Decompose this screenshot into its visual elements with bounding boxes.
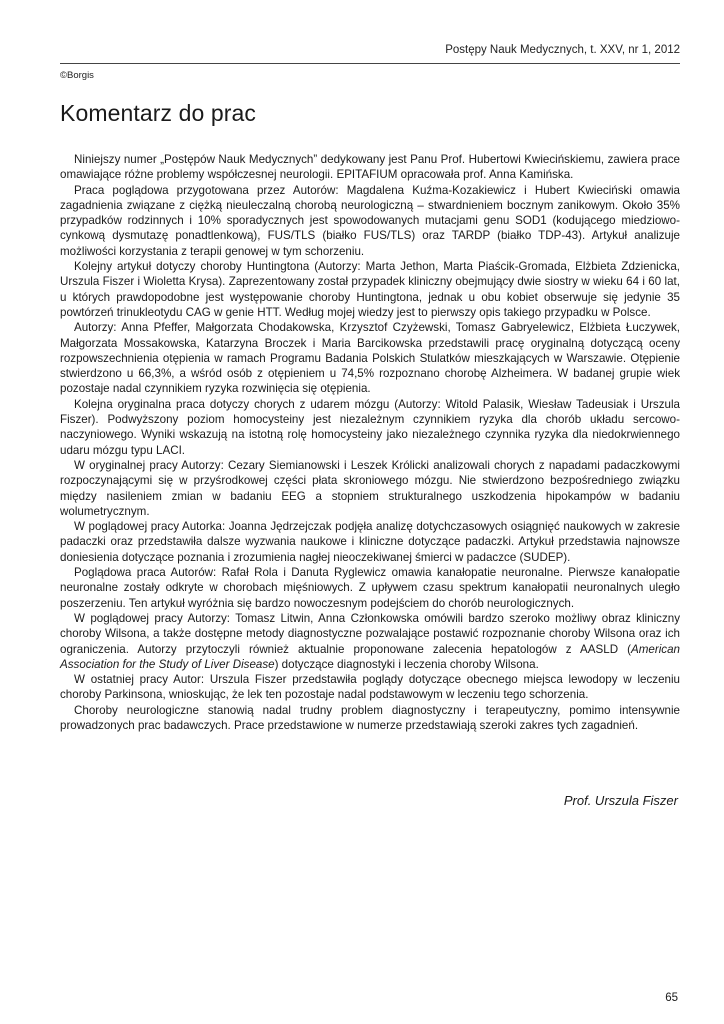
publisher-mark: ©Borgis (60, 70, 94, 81)
paragraph: Niniejszy numer „Postępów Nauk Medycznych” dedykowany jest Panu Prof. Hubertowi Kwiecińskiemu, zawiera prace omawiające różne problemy współczesnej neurologii. EPITAFIUM opracowała prof. Anna Kamińska. (60, 153, 680, 182)
paragraph: W ostatniej pracy Autor: Urszula Fiszer przedstawiła poglądy dotyczące obecnego miejsca lewodopy w leczeniu choroby Parkinsona, wnioskując, że lek ten pozostaje nadal podstawowym w leczeniu tego schorzenia. (60, 673, 680, 702)
paragraph-text: W poglądowej pracy Autorzy: Tomasz Litwin, Anna Członkowska omówili bardzo szeroko możliwy obraz kliniczny choroby Wilsona, a także dostępne metody diagnostyczne pozwalające postawić rozpoznanie choroby Wilsona oraz ich ograniczenia. Autorzy przytoczyli również aktualnie proponowane zalecenia hepatologów z AASLD ( (60, 611, 680, 656)
page-number: 65 (665, 992, 678, 1004)
running-head: Postępy Nauk Medycznych, t. XXV, nr 1, 2012 (445, 44, 680, 56)
paragraph: Choroby neurologiczne stanowią nadal trudny problem diagnostyczny i terapeutyczny, pomimo intensywnie prowadzonych prac badawczych. Prace przedstawione w numerze przedstawiają szeroki zakres tych zagadnień. (60, 703, 680, 732)
header-rule (60, 63, 680, 64)
article-title: Komentarz do prac (60, 100, 257, 126)
paragraph: Kolejna oryginalna praca dotyczy chorych z udarem mózgu (Autorzy: Witold Palasik, Wiesław Tadeusiak i Urszula Fiszer). Podwyższony poziom homocysteiny jest niezależnym czynnikiem ryzyka dla chorób układu sercowo-naczyniowego. Wyniki wskazują na istotną rolę homocysteiny jako niezależnego czynnika ryzyka dla niedokrwiennego udaru mózgu typu LACI. (60, 397, 680, 457)
article-body (60, 152, 680, 733)
paragraph: Poglądowa praca Autorów: Rafał Rola i Danuta Ryglewicz omawia kanałopatie neuronalne. Pierwsze kanałopatie neuronalne zostały odkryte w chorobach mięśniowych. Z upływem czasu spektrum kanałopatii neuronalnych uległo poszerzeniu. Ten artykuł wyróżnia się bardzo nowoczesnym podejściem do chorób neurologicznych. (60, 566, 680, 610)
paragraph: Kolejny artykuł dotyczy choroby Huntingtona (Autorzy: Marta Jethon, Marta Piaścik-Gromada, Elżbieta Zdzienicka, Urszula Fiszer i Wioletta Krysa). Zaprezentowany został przypadek kliniczny obejmujący dwie siostry w wieku 64 i 60 lat, u których prawdopodobne jest występowanie choroby Huntingtona, jednak u obu kobiet obserwuje się jedynie 35 powtórzeń trinukleotydu CAG w genie HTT. Według mojej wiedzy jest to pierwszy opis takiego przypadku w Polsce. (60, 260, 680, 319)
author-signature: Prof. Urszula Fiszer (563, 793, 678, 808)
italic-term: American Association for the Study of Liver Disease (60, 642, 680, 671)
paragraph: Autorzy: Anna Pfeffer, Małgorzata Chodakowska, Krzysztof Czyżewski, Tomasz Gabryelewicz, Elżbieta Łuczywek, Małgorzata Mossakowska, Katarzyna Broczek i Maria Barcikowska przedstawili pracę oryginalną dotyczącą oceny rozpowszechnienia otępienia w ramach Programu Badania Polskich Stulatków mieszkających w Warszawie. Otępienie stwierdzono u 66,3%, a wśród osób z otępieniem u 74,5% rozpoznano chorobę Alzheimera. W badanej grupie wiek pozostaje nadal czynnikiem ryzyka rozwinięcia się otępienia. (60, 321, 680, 396)
paragraph: W poglądowej pracy Autorka: Joanna Jędrzejczak podjęła analizę dotychczasowych osiągnięć naukowych w zakresie padaczki oraz przedstawiła dalsze wyzwania naukowe i kliniczne dotyczące padaczki. Artykuł przedstawia najnowsze doniesienia dotyczące poznania i zrozumienia nagłej nieoczekiwanej śmierci w padaczce (SUDEP). (60, 520, 680, 564)
paragraph (60, 611, 680, 672)
paragraph: W oryginalnej pracy Autorzy: Cezary Siemianowski i Leszek Królicki analizowali chorych z napadami padaczkowymi rozpoczynającymi się w przyśrodkowej części płata skroniowego mózgu. Nie stwierdzono bezpośredniego związku między nasileniem zmian w badaniu EEG a stopniem strukturalnego uszkodzenia hipokampów w badaniu wolumetrycznym. (60, 458, 680, 518)
paragraph-text: ) dotyczące diagnostyki i leczenia choroby Wilsona. (274, 657, 539, 671)
paragraph: Praca poglądowa przygotowana przez Autorów: Magdalena Kuźma-Kozakiewicz i Hubert Kwieciński omawia zagadnienia związane z ciężką nieuleczalną chorobą neurologiczną – stwardnieniem bocznym zanikowym. Około 35% przypadków rodzinnych i 10% sporadycznych jest spowodowanych mutacjami genu SOD1 (kodującego miedziowo-cynkową dysmutazę ponadtlenkową), FUS/TLS (białko FUS/TLS) oraz TARDP (białko TDP-43). Artykuł analizuje możliwości korzystania z terapii genowej w tym schorzeniu. (60, 183, 680, 258)
